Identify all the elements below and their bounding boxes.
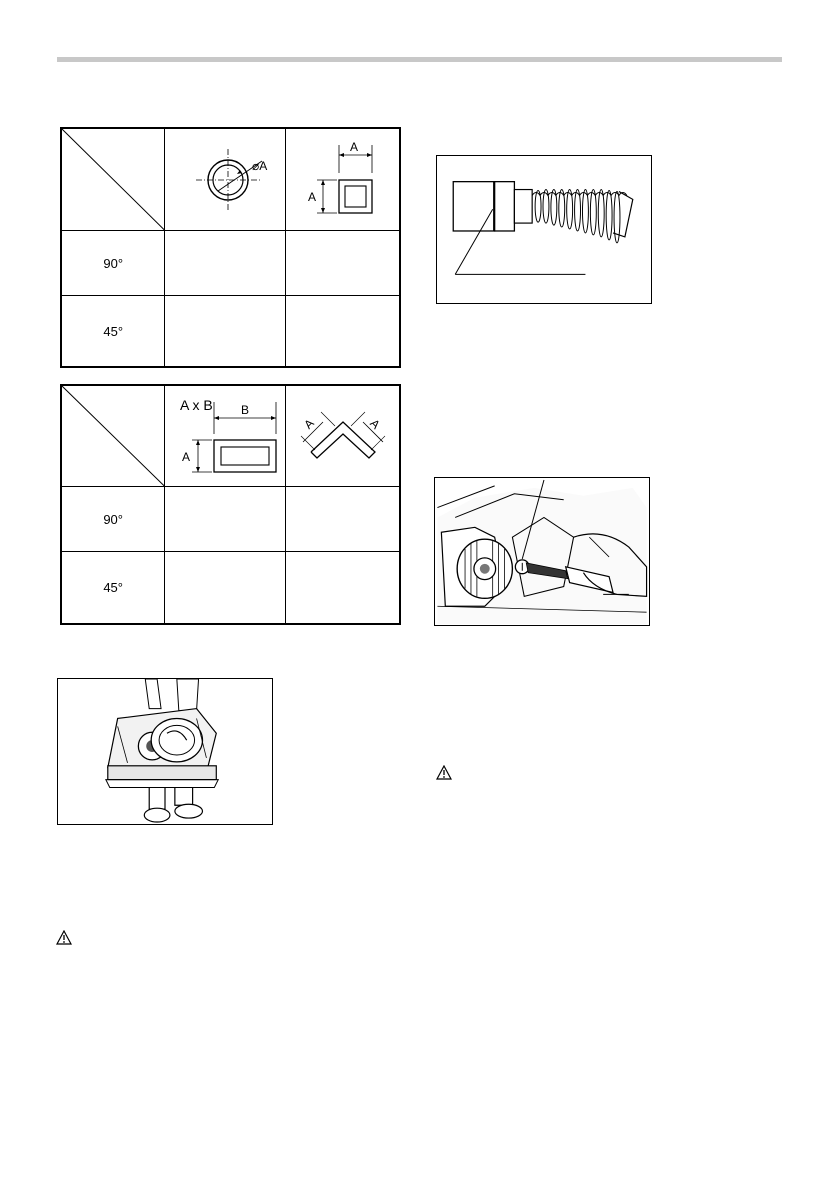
brush-holder-cap-figure bbox=[434, 477, 650, 626]
svg-text:A: A bbox=[349, 139, 358, 154]
value-cell bbox=[165, 487, 286, 552]
value-cell bbox=[286, 552, 400, 625]
warning-triangle-icon bbox=[56, 930, 72, 945]
round-pipe-icon bbox=[170, 135, 280, 225]
capacity-table-pipes bbox=[60, 127, 401, 368]
value-cell bbox=[165, 231, 286, 296]
diagonal-header-cell bbox=[61, 385, 165, 487]
warning-triangle-icon bbox=[436, 765, 452, 780]
svg-text:A: A bbox=[300, 416, 317, 432]
carbon-brush-illustration bbox=[437, 156, 651, 303]
header-rule bbox=[57, 57, 782, 62]
carrying-tool-figure bbox=[57, 678, 273, 825]
square-pipe-header bbox=[286, 128, 400, 231]
value-cell bbox=[286, 231, 400, 296]
rectangular-pipe-icon bbox=[166, 390, 284, 482]
rect-pipe-header bbox=[165, 385, 286, 487]
svg-text:A: A bbox=[307, 189, 316, 204]
round-pipe-header bbox=[165, 128, 286, 231]
svg-text:A: A bbox=[366, 416, 383, 432]
capacity-table-profiles bbox=[60, 384, 401, 625]
carrying-tool-illustration bbox=[58, 679, 272, 824]
value-cell bbox=[165, 296, 286, 368]
angle-iron-header bbox=[286, 385, 400, 487]
value-cell bbox=[165, 552, 286, 625]
angle-iron-icon bbox=[293, 390, 393, 482]
angle-45-cell: 45° bbox=[61, 296, 165, 368]
square-pipe-icon bbox=[293, 135, 393, 225]
svg-text:⌀A: ⌀A bbox=[252, 158, 268, 173]
angle-45-cell: 45° bbox=[61, 552, 165, 625]
angle-90-cell: 90° bbox=[61, 487, 165, 552]
svg-text:A: A bbox=[182, 450, 191, 464]
svg-text:B: B bbox=[241, 403, 250, 417]
svg-text:A x B: A x B bbox=[180, 397, 213, 413]
carbon-brush-figure bbox=[436, 155, 652, 304]
brush-holder-cap-illustration bbox=[435, 478, 649, 625]
value-cell bbox=[286, 487, 400, 552]
diagonal-header-cell bbox=[61, 128, 165, 231]
value-cell bbox=[286, 296, 400, 368]
angle-90-cell: 90° bbox=[61, 231, 165, 296]
